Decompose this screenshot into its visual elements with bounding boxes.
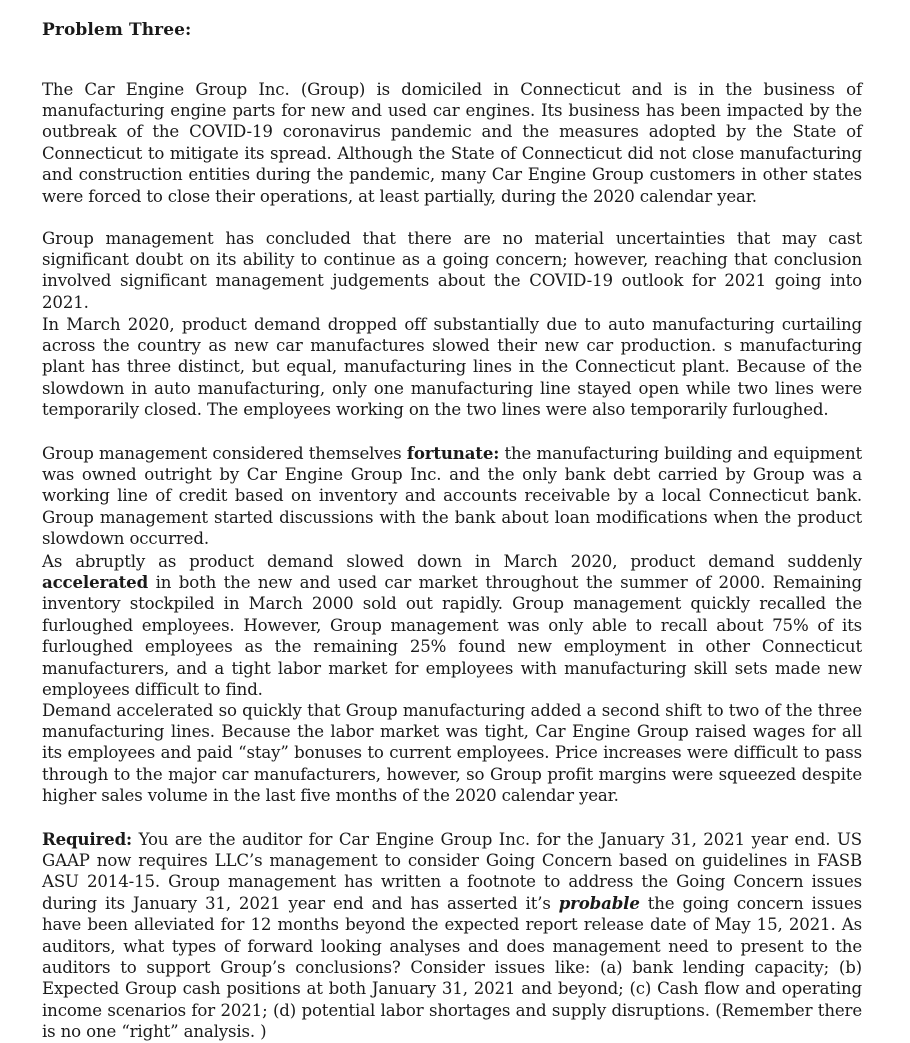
paragraph-demand-drop: In March 2020, product demand dropped off substantially due to auto manufacturing curtailing across the country as new car manufactures slowed their new car production. s manufacturing plant has three distinct, but equal, manufacturing lines in the Connecticut plant. Because of the slowdown in auto manufacturing, only one manufacturing line stayed open while two lines were temporarily closed. The employees working on the two lines were also temporarily furloughed. (42, 314, 862, 420)
paragraph-going-concern-conclusion: Group management has concluded that there are no material uncertainties that may cast significant doubt on its ability to continue as a going concern; however, reaching that conclusion involved significant management judgements about the COVID-19 outlook for 2021 going into 2021. (42, 228, 862, 312)
text-segment: the manufacturing building and equipment was owned outright by Car Engine Group Inc. and the only bank debt carried by Group was a working line of credit based on inventory and accounts receivable by a local Connecticut bank. Group management started discussions with the bank about loan modifications when the product slowdown occurred. (42, 443, 863, 549)
text-segment: As abruptly as product demand slowed down in March 2020, product demand suddenly (42, 551, 862, 571)
paragraph-demand-recovery (42, 551, 862, 701)
text-segment: the going concern issues have been alleviated for 12 months beyond the expected report release date of May 15, 2021. As auditors, what types of forward looking analyses and does management need to present to the auditors to support Group’s conclusions? Consider issues like: (a) bank lending capacity; (b) Expected Group cash positions at both January 31, 2021 and beyond; (c) Cash flow and operating income scenarios for 2021; (d) potential labor shortages and supply disruptions. (Remember there is no one “right” analysis. ) (42, 893, 862, 1042)
emphasis-probable: probable (558, 892, 640, 913)
required-label: Required: (42, 828, 132, 849)
paragraph-labor-margins: Demand accelerated so quickly that Group manufacturing added a second shift to two of the three manufacturing lines. Because the labor market was tight, Car Engine Group raised wages for all its employees and paid “stay” bonuses to current employees. Price increases were difficult to pass through to the major car manufacturers, however, so Group profit margins were squeezed despite higher sales volume in the last five months of the 2020 calendar year. (42, 700, 862, 806)
text-segment: Group management considered themselves (42, 443, 407, 463)
bold-term-fortunate: fortunate: (406, 442, 500, 463)
text-segment: in both the new and used car market throughout the summer of 2000. Remaining inventory stockpiled in March 2000 sold out rapidly. Group management quickly recalled the furloughed employees. However, Group management was only able to recall about 75% of its furloughed employees as the remaining 25% found new employment in other Connecticut manufacturers, and a tight labor market for employees with manufacturing skill sets made new employees difficult to find. (42, 573, 862, 700)
paragraph-financing (42, 443, 862, 550)
paragraph-company-background: The Car Engine Group Inc. (Group) is domiciled in Connecticut and is in the business of manufacturing engine parts for new and used car engines. Its business has been impacted by the outbreak of the COVID-19 coronavirus pandemic and the measures adopted by the State of Connecticut to mitigate its spread. Although the State of Connecticut did not close manufacturing and construction entities during the pandemic, many Car Engine Group customers in other states were forced to close their operations, at least partially, during the 2020 calendar year. (42, 79, 862, 206)
bold-term-accelerated: accelerated (42, 572, 149, 592)
problem-title: Problem Three: (42, 20, 192, 40)
paragraph-required (42, 829, 862, 1043)
text-segment: You are the auditor for Car Engine Group Inc. for the January 31, 2021 year end. US GAAP now requires LLC’s management to consider Going Concern based on guidelines in FASB ASU 2014-15. Group management has written a footnote to address the Going Concern issues during its January 31, 2021 year end and has asserted it’s (42, 829, 862, 913)
